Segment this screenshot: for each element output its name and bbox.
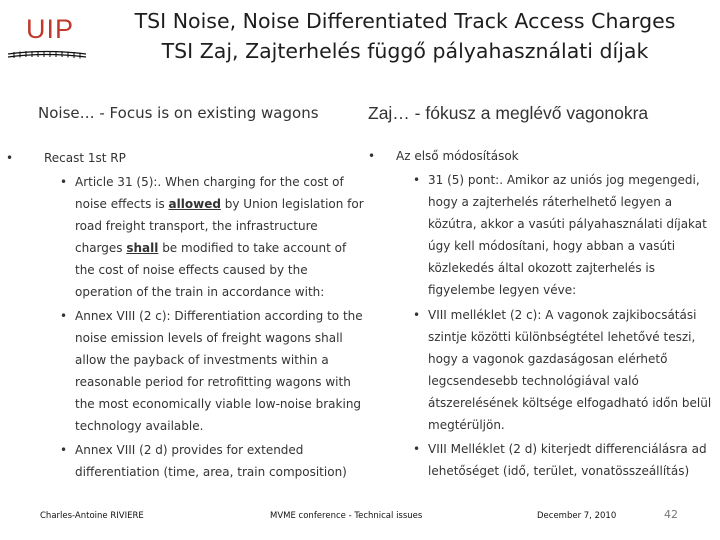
right-column-heading: Zaj… - fókusz a meglévő vagonokra	[368, 103, 649, 123]
text-line: megtérüljön.	[428, 418, 505, 432]
text-line: operation of the train in accordance with:	[75, 285, 325, 299]
text-line: közútra, akkor a vasúti pályahasználati díjakat	[428, 217, 707, 231]
logo-text: UIP	[26, 14, 75, 44]
text-line: the cost of noise effects caused by the	[75, 263, 308, 277]
list-item-text	[428, 169, 707, 301]
emphasized-word: allowed	[168, 197, 221, 211]
text-line: noise emission levels of freight wagons shall	[75, 331, 343, 345]
list-item-text	[75, 305, 363, 437]
list-item-text	[428, 304, 711, 436]
bullet-dot-icon: •	[60, 309, 68, 323]
text-line: allow the payback of investments within a	[75, 353, 329, 367]
bullet-dot-icon: •	[6, 151, 14, 165]
text-line: reasonable period for retrofitting wagons with	[75, 375, 351, 389]
text-line: úgy kell módosítani, hogy abban a vasúti	[428, 239, 676, 253]
footer-date: December 7, 2010	[537, 511, 617, 521]
right-main-bullet	[368, 147, 708, 165]
bullet-dot-icon: •	[60, 175, 68, 189]
text-line: lehetőséget (idő, terület, vonatösszeállítás)	[428, 464, 690, 478]
bullet-dot-icon: •	[368, 149, 376, 163]
text-line: road freight transport, the infrastructure	[75, 219, 318, 233]
text-line: charges shall be modified to take account of	[75, 241, 347, 255]
emphasized-word: shall	[126, 241, 159, 255]
left-column-heading: Noise… - Focus is on existing wagons	[38, 104, 319, 122]
text-line: átszerelésének költsége elfogadható időn belül	[428, 396, 712, 410]
text-line: hogy a zajterhelés ráterhelhető legyen a	[428, 195, 673, 209]
text-line: közlekedés által okozott zajterhelés is	[428, 261, 655, 275]
text-line: legcsendesebb technológiával való	[428, 374, 639, 388]
text-line: Article 31 (5):. When charging for the cost of	[75, 175, 344, 189]
text-line: the most economically viable low-noise braking	[75, 397, 362, 411]
right-main-bullet-text: Az első módosítások	[396, 149, 519, 163]
text-line: Annex VIII (2 d) provides for extended	[75, 443, 304, 457]
text-line: szintje közötti különbségtétel lehetővé teszi,	[428, 330, 696, 344]
footer-author: Charles-Antoine RIVIERE	[40, 511, 144, 521]
text-line: figyelembe legyen véve:	[428, 283, 577, 297]
text-line: Annex VIII (2 c): Differentiation according to the	[75, 309, 363, 323]
uip-logo	[6, 8, 88, 60]
text-line: VIII Melléklet (2 d) kiterjedt differenciálásra ad	[428, 442, 707, 456]
slide-title-english: TSI Noise, Noise Differentiated Track Access Charges	[134, 9, 676, 33]
text-line: VIII melléklet (2 c): A vagonok zajkibocsátási	[428, 308, 697, 322]
list-item-text	[75, 439, 347, 483]
footer-event: MVME conference - Technical issues	[270, 511, 423, 521]
text-line: 31 (5) pont:. Amikor az uniós jog megengedi,	[428, 173, 700, 187]
bullet-dot-icon: •	[413, 442, 421, 456]
list-item-text	[428, 438, 707, 482]
slide-title-hungarian: TSI Zaj, Zajterhelés függő pályahasználati díjak	[161, 39, 649, 63]
page-number: 42	[664, 508, 678, 521]
list-item-text	[75, 171, 364, 303]
bullet-dot-icon: •	[413, 308, 421, 322]
left-main-bullet	[6, 149, 336, 167]
bullet-dot-icon: •	[413, 173, 421, 187]
text-line: hogy a vagonok gazdaságosan elérhető	[428, 352, 668, 366]
left-main-bullet-text: Recast 1st RP	[44, 151, 126, 165]
text-line: noise effects is allowed by Union legislation for	[75, 197, 364, 211]
rail-track-icon	[6, 48, 88, 60]
bullet-dot-icon: •	[60, 443, 68, 457]
text-line: differentiation (time, area, train composition)	[75, 465, 347, 479]
text-line: technology available.	[75, 419, 204, 433]
